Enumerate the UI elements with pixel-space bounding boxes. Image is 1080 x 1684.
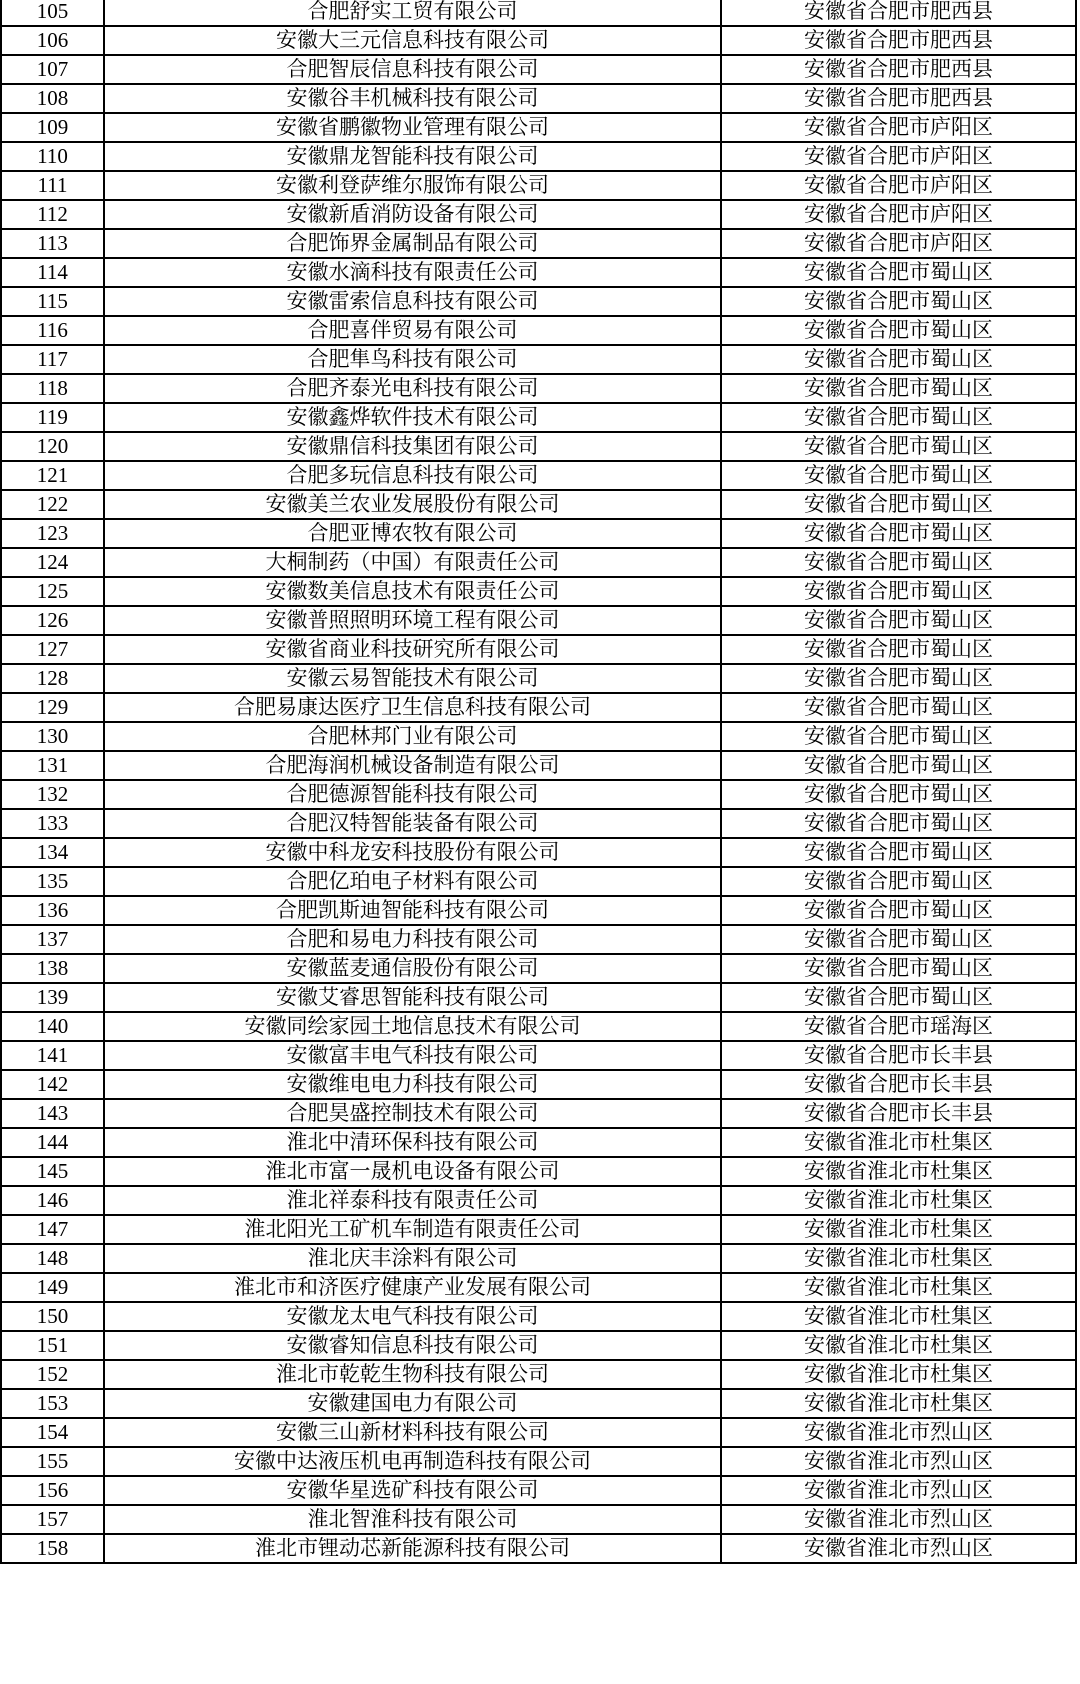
serial-number-cell: 118 bbox=[1, 374, 104, 403]
table-row bbox=[1, 287, 1076, 316]
serial-number-cell: 138 bbox=[1, 954, 104, 983]
company-name-cell: 安徽龙太电气科技有限公司 bbox=[104, 1302, 721, 1331]
serial-number-cell: 144 bbox=[1, 1128, 104, 1157]
table-row bbox=[1, 896, 1076, 925]
table-row bbox=[1, 1186, 1076, 1215]
location-cell: 安徽省合肥市肥西县 bbox=[721, 55, 1076, 84]
company-name-cell: 安徽富丰电气科技有限公司 bbox=[104, 1041, 721, 1070]
location-cell: 安徽省合肥市蜀山区 bbox=[721, 432, 1076, 461]
table-row bbox=[1, 1273, 1076, 1302]
serial-number-cell: 141 bbox=[1, 1041, 104, 1070]
location-cell: 安徽省淮北市杜集区 bbox=[721, 1302, 1076, 1331]
company-name-cell: 安徽数美信息技术有限责任公司 bbox=[104, 577, 721, 606]
company-name-cell: 合肥昊盛控制技术有限公司 bbox=[104, 1099, 721, 1128]
table-row bbox=[1, 1418, 1076, 1447]
location-cell: 安徽省合肥市蜀山区 bbox=[721, 403, 1076, 432]
location-cell: 安徽省合肥市蜀山区 bbox=[721, 577, 1076, 606]
company-name-cell: 安徽艾睿思智能科技有限公司 bbox=[104, 983, 721, 1012]
serial-number-cell: 126 bbox=[1, 606, 104, 635]
serial-number-cell: 112 bbox=[1, 200, 104, 229]
company-name-cell: 安徽三山新材料科技有限公司 bbox=[104, 1418, 721, 1447]
company-name-cell: 安徽维电电力科技有限公司 bbox=[104, 1070, 721, 1099]
location-cell: 安徽省合肥市蜀山区 bbox=[721, 954, 1076, 983]
table-row bbox=[1, 1302, 1076, 1331]
table-row bbox=[1, 1505, 1076, 1534]
table-row bbox=[1, 461, 1076, 490]
serial-number-cell: 143 bbox=[1, 1099, 104, 1128]
location-cell: 安徽省合肥市蜀山区 bbox=[721, 461, 1076, 490]
table-row bbox=[1, 26, 1076, 55]
location-cell: 安徽省合肥市蜀山区 bbox=[721, 838, 1076, 867]
company-name-cell: 合肥亿珀电子材料有限公司 bbox=[104, 867, 721, 896]
serial-number-cell: 150 bbox=[1, 1302, 104, 1331]
company-name-cell: 安徽新盾消防设备有限公司 bbox=[104, 200, 721, 229]
table-row bbox=[1, 867, 1076, 896]
serial-number-cell: 145 bbox=[1, 1157, 104, 1186]
serial-number-cell: 111 bbox=[1, 171, 104, 200]
serial-number-cell: 132 bbox=[1, 780, 104, 809]
serial-number-cell: 120 bbox=[1, 432, 104, 461]
company-name-cell: 安徽睿知信息科技有限公司 bbox=[104, 1331, 721, 1360]
serial-number-cell: 154 bbox=[1, 1418, 104, 1447]
location-cell: 安徽省合肥市蜀山区 bbox=[721, 635, 1076, 664]
serial-number-cell: 133 bbox=[1, 809, 104, 838]
table-row bbox=[1, 1012, 1076, 1041]
serial-number-cell: 151 bbox=[1, 1331, 104, 1360]
table-row bbox=[1, 142, 1076, 171]
table-row bbox=[1, 1128, 1076, 1157]
table-row bbox=[1, 171, 1076, 200]
location-cell: 安徽省合肥市蜀山区 bbox=[721, 374, 1076, 403]
serial-number-cell: 110 bbox=[1, 142, 104, 171]
company-name-cell: 安徽鼎信科技集团有限公司 bbox=[104, 432, 721, 461]
serial-number-cell: 113 bbox=[1, 229, 104, 258]
table-row bbox=[1, 432, 1076, 461]
serial-number-cell: 127 bbox=[1, 635, 104, 664]
serial-number-cell: 135 bbox=[1, 867, 104, 896]
serial-number-cell: 125 bbox=[1, 577, 104, 606]
table-row bbox=[1, 374, 1076, 403]
company-name-cell: 安徽省鹏徽物业管理有限公司 bbox=[104, 113, 721, 142]
company-name-cell: 合肥和易电力科技有限公司 bbox=[104, 925, 721, 954]
serial-number-cell: 109 bbox=[1, 113, 104, 142]
location-cell: 安徽省淮北市杜集区 bbox=[721, 1128, 1076, 1157]
table-row bbox=[1, 1070, 1076, 1099]
location-cell: 安徽省合肥市蜀山区 bbox=[721, 287, 1076, 316]
serial-number-cell: 153 bbox=[1, 1389, 104, 1418]
table-row bbox=[1, 345, 1076, 374]
company-name-cell: 大桐制药（中国）有限责任公司 bbox=[104, 548, 721, 577]
serial-number-cell: 158 bbox=[1, 1534, 104, 1563]
location-cell: 安徽省合肥市蜀山区 bbox=[721, 316, 1076, 345]
location-cell: 安徽省合肥市庐阳区 bbox=[721, 171, 1076, 200]
location-cell: 安徽省合肥市蜀山区 bbox=[721, 983, 1076, 1012]
location-cell: 安徽省合肥市肥西县 bbox=[721, 26, 1076, 55]
company-name-cell: 安徽建国电力有限公司 bbox=[104, 1389, 721, 1418]
company-name-cell: 安徽鼎龙智能科技有限公司 bbox=[104, 142, 721, 171]
company-name-cell: 合肥饰界金属制品有限公司 bbox=[104, 229, 721, 258]
company-name-cell: 安徽大三元信息科技有限公司 bbox=[104, 26, 721, 55]
company-name-cell: 合肥喜伴贸易有限公司 bbox=[104, 316, 721, 345]
serial-number-cell: 148 bbox=[1, 1244, 104, 1273]
serial-number-cell: 123 bbox=[1, 519, 104, 548]
company-name-cell: 安徽云易智能技术有限公司 bbox=[104, 664, 721, 693]
company-name-cell: 安徽同绘家园土地信息技术有限公司 bbox=[104, 1012, 721, 1041]
company-name-cell: 安徽华星选矿科技有限公司 bbox=[104, 1476, 721, 1505]
serial-number-cell: 152 bbox=[1, 1360, 104, 1389]
table-row bbox=[1, 606, 1076, 635]
company-name-cell: 合肥林邦门业有限公司 bbox=[104, 722, 721, 751]
serial-number-cell: 149 bbox=[1, 1273, 104, 1302]
table-row bbox=[1, 722, 1076, 751]
serial-number-cell: 121 bbox=[1, 461, 104, 490]
location-cell: 安徽省合肥市蜀山区 bbox=[721, 896, 1076, 925]
location-cell: 安徽省合肥市蜀山区 bbox=[721, 925, 1076, 954]
location-cell: 安徽省合肥市肥西县 bbox=[721, 0, 1076, 26]
table-row bbox=[1, 1389, 1076, 1418]
company-name-cell: 合肥多玩信息科技有限公司 bbox=[104, 461, 721, 490]
location-cell: 安徽省合肥市蜀山区 bbox=[721, 664, 1076, 693]
location-cell: 安徽省淮北市杜集区 bbox=[721, 1215, 1076, 1244]
location-cell: 安徽省淮北市杜集区 bbox=[721, 1273, 1076, 1302]
company-name-cell: 合肥德源智能科技有限公司 bbox=[104, 780, 721, 809]
company-name-cell: 合肥海润机械设备制造有限公司 bbox=[104, 751, 721, 780]
location-cell: 安徽省淮北市烈山区 bbox=[721, 1418, 1076, 1447]
location-cell: 安徽省合肥市蜀山区 bbox=[721, 722, 1076, 751]
location-cell: 安徽省合肥市蜀山区 bbox=[721, 258, 1076, 287]
company-name-cell: 安徽利登萨维尔服饰有限公司 bbox=[104, 171, 721, 200]
company-name-cell: 合肥舒实工贸有限公司 bbox=[104, 0, 721, 26]
serial-number-cell: 157 bbox=[1, 1505, 104, 1534]
company-name-cell: 安徽中达液压机电再制造科技有限公司 bbox=[104, 1447, 721, 1476]
location-cell: 安徽省合肥市蜀山区 bbox=[721, 693, 1076, 722]
company-name-cell: 淮北市和济医疗健康产业发展有限公司 bbox=[104, 1273, 721, 1302]
company-name-cell: 合肥智辰信息科技有限公司 bbox=[104, 55, 721, 84]
serial-number-cell: 119 bbox=[1, 403, 104, 432]
company-name-cell: 安徽普照照明环境工程有限公司 bbox=[104, 606, 721, 635]
table-row bbox=[1, 664, 1076, 693]
location-cell: 安徽省淮北市杜集区 bbox=[721, 1360, 1076, 1389]
serial-number-cell: 137 bbox=[1, 925, 104, 954]
table-row bbox=[1, 1360, 1076, 1389]
serial-number-cell: 128 bbox=[1, 664, 104, 693]
company-name-cell: 淮北智淮科技有限公司 bbox=[104, 1505, 721, 1534]
company-name-cell: 安徽雷索信息科技有限公司 bbox=[104, 287, 721, 316]
location-cell: 安徽省合肥市蜀山区 bbox=[721, 548, 1076, 577]
serial-number-cell: 139 bbox=[1, 983, 104, 1012]
company-name-cell: 安徽美兰农业发展股份有限公司 bbox=[104, 490, 721, 519]
company-name-cell: 淮北庆丰涂料有限公司 bbox=[104, 1244, 721, 1273]
table-row bbox=[1, 954, 1076, 983]
serial-number-cell: 117 bbox=[1, 345, 104, 374]
location-cell: 安徽省合肥市庐阳区 bbox=[721, 229, 1076, 258]
location-cell: 安徽省淮北市杜集区 bbox=[721, 1331, 1076, 1360]
table-row bbox=[1, 1099, 1076, 1128]
location-cell: 安徽省淮北市烈山区 bbox=[721, 1534, 1076, 1563]
table-row bbox=[1, 780, 1076, 809]
table-body bbox=[1, 0, 1076, 1563]
company-name-cell: 合肥亚博农牧有限公司 bbox=[104, 519, 721, 548]
serial-number-cell: 106 bbox=[1, 26, 104, 55]
location-cell: 安徽省合肥市庐阳区 bbox=[721, 200, 1076, 229]
table-row bbox=[1, 490, 1076, 519]
company-name-cell: 合肥隼鸟科技有限公司 bbox=[104, 345, 721, 374]
serial-number-cell: 156 bbox=[1, 1476, 104, 1505]
location-cell: 安徽省淮北市杜集区 bbox=[721, 1186, 1076, 1215]
location-cell: 安徽省合肥市蜀山区 bbox=[721, 519, 1076, 548]
location-cell: 安徽省合肥市蜀山区 bbox=[721, 606, 1076, 635]
table-row bbox=[1, 403, 1076, 432]
location-cell: 安徽省淮北市烈山区 bbox=[721, 1476, 1076, 1505]
location-cell: 安徽省合肥市瑶海区 bbox=[721, 1012, 1076, 1041]
company-name-cell: 安徽鑫烨软件技术有限公司 bbox=[104, 403, 721, 432]
location-cell: 安徽省合肥市蜀山区 bbox=[721, 809, 1076, 838]
table-row bbox=[1, 1215, 1076, 1244]
table-row bbox=[1, 1157, 1076, 1186]
table-row bbox=[1, 925, 1076, 954]
table-row bbox=[1, 983, 1076, 1012]
table-row bbox=[1, 0, 1076, 26]
table-row bbox=[1, 1244, 1076, 1273]
table-row bbox=[1, 838, 1076, 867]
serial-number-cell: 130 bbox=[1, 722, 104, 751]
location-cell: 安徽省合肥市蜀山区 bbox=[721, 867, 1076, 896]
company-name-cell: 安徽中科龙安科技股份有限公司 bbox=[104, 838, 721, 867]
location-cell: 安徽省合肥市肥西县 bbox=[721, 84, 1076, 113]
table-row bbox=[1, 1331, 1076, 1360]
location-cell: 安徽省合肥市庐阳区 bbox=[721, 113, 1076, 142]
company-name-cell: 合肥凯斯迪智能科技有限公司 bbox=[104, 896, 721, 925]
company-name-cell: 安徽省商业科技研究所有限公司 bbox=[104, 635, 721, 664]
table-row bbox=[1, 1534, 1076, 1563]
table-row bbox=[1, 113, 1076, 142]
table-row bbox=[1, 548, 1076, 577]
location-cell: 安徽省淮北市杜集区 bbox=[721, 1244, 1076, 1273]
company-name-cell: 合肥易康达医疗卫生信息科技有限公司 bbox=[104, 693, 721, 722]
serial-number-cell: 107 bbox=[1, 55, 104, 84]
location-cell: 安徽省淮北市烈山区 bbox=[721, 1447, 1076, 1476]
serial-number-cell: 114 bbox=[1, 258, 104, 287]
location-cell: 安徽省合肥市庐阳区 bbox=[721, 142, 1076, 171]
serial-number-cell: 124 bbox=[1, 548, 104, 577]
company-name-cell: 淮北祥泰科技有限责任公司 bbox=[104, 1186, 721, 1215]
table-row bbox=[1, 577, 1076, 606]
serial-number-cell: 134 bbox=[1, 838, 104, 867]
company-name-cell: 淮北阳光工矿机车制造有限责任公司 bbox=[104, 1215, 721, 1244]
table-row bbox=[1, 751, 1076, 780]
table-row bbox=[1, 1476, 1076, 1505]
serial-number-cell: 122 bbox=[1, 490, 104, 519]
location-cell: 安徽省合肥市长丰县 bbox=[721, 1070, 1076, 1099]
table-row bbox=[1, 693, 1076, 722]
company-name-cell: 淮北市锂动芯新能源科技有限公司 bbox=[104, 1534, 721, 1563]
serial-number-cell: 142 bbox=[1, 1070, 104, 1099]
table-row bbox=[1, 229, 1076, 258]
company-name-cell: 安徽蓝麦通信股份有限公司 bbox=[104, 954, 721, 983]
table-row bbox=[1, 1041, 1076, 1070]
company-name-cell: 合肥齐泰光电科技有限公司 bbox=[104, 374, 721, 403]
serial-number-cell: 105 bbox=[1, 0, 104, 26]
serial-number-cell: 108 bbox=[1, 84, 104, 113]
company-name-cell: 合肥汉特智能装备有限公司 bbox=[104, 809, 721, 838]
company-name-cell: 淮北中清环保科技有限公司 bbox=[104, 1128, 721, 1157]
location-cell: 安徽省合肥市蜀山区 bbox=[721, 345, 1076, 374]
serial-number-cell: 129 bbox=[1, 693, 104, 722]
table-row bbox=[1, 258, 1076, 287]
company-name-cell: 淮北市富一晟机电设备有限公司 bbox=[104, 1157, 721, 1186]
location-cell: 安徽省淮北市烈山区 bbox=[721, 1505, 1076, 1534]
serial-number-cell: 155 bbox=[1, 1447, 104, 1476]
company-name-cell: 安徽谷丰机械科技有限公司 bbox=[104, 84, 721, 113]
serial-number-cell: 116 bbox=[1, 316, 104, 345]
company-name-cell: 淮北市乾乾生物科技有限公司 bbox=[104, 1360, 721, 1389]
serial-number-cell: 147 bbox=[1, 1215, 104, 1244]
location-cell: 安徽省合肥市蜀山区 bbox=[721, 780, 1076, 809]
location-cell: 安徽省淮北市杜集区 bbox=[721, 1157, 1076, 1186]
table-row bbox=[1, 635, 1076, 664]
table-row bbox=[1, 55, 1076, 84]
table-row bbox=[1, 519, 1076, 548]
serial-number-cell: 146 bbox=[1, 1186, 104, 1215]
table-row bbox=[1, 316, 1076, 345]
location-cell: 安徽省合肥市长丰县 bbox=[721, 1099, 1076, 1128]
serial-number-cell: 115 bbox=[1, 287, 104, 316]
location-cell: 安徽省合肥市蜀山区 bbox=[721, 490, 1076, 519]
table-row bbox=[1, 1447, 1076, 1476]
location-cell: 安徽省合肥市蜀山区 bbox=[721, 751, 1076, 780]
table-row bbox=[1, 809, 1076, 838]
serial-number-cell: 136 bbox=[1, 896, 104, 925]
table-row bbox=[1, 84, 1076, 113]
location-cell: 安徽省合肥市长丰县 bbox=[721, 1041, 1076, 1070]
table-row bbox=[1, 200, 1076, 229]
serial-number-cell: 131 bbox=[1, 751, 104, 780]
company-name-cell: 安徽水滴科技有限责任公司 bbox=[104, 258, 721, 287]
location-cell: 安徽省淮北市杜集区 bbox=[721, 1389, 1076, 1418]
serial-number-cell: 140 bbox=[1, 1012, 104, 1041]
